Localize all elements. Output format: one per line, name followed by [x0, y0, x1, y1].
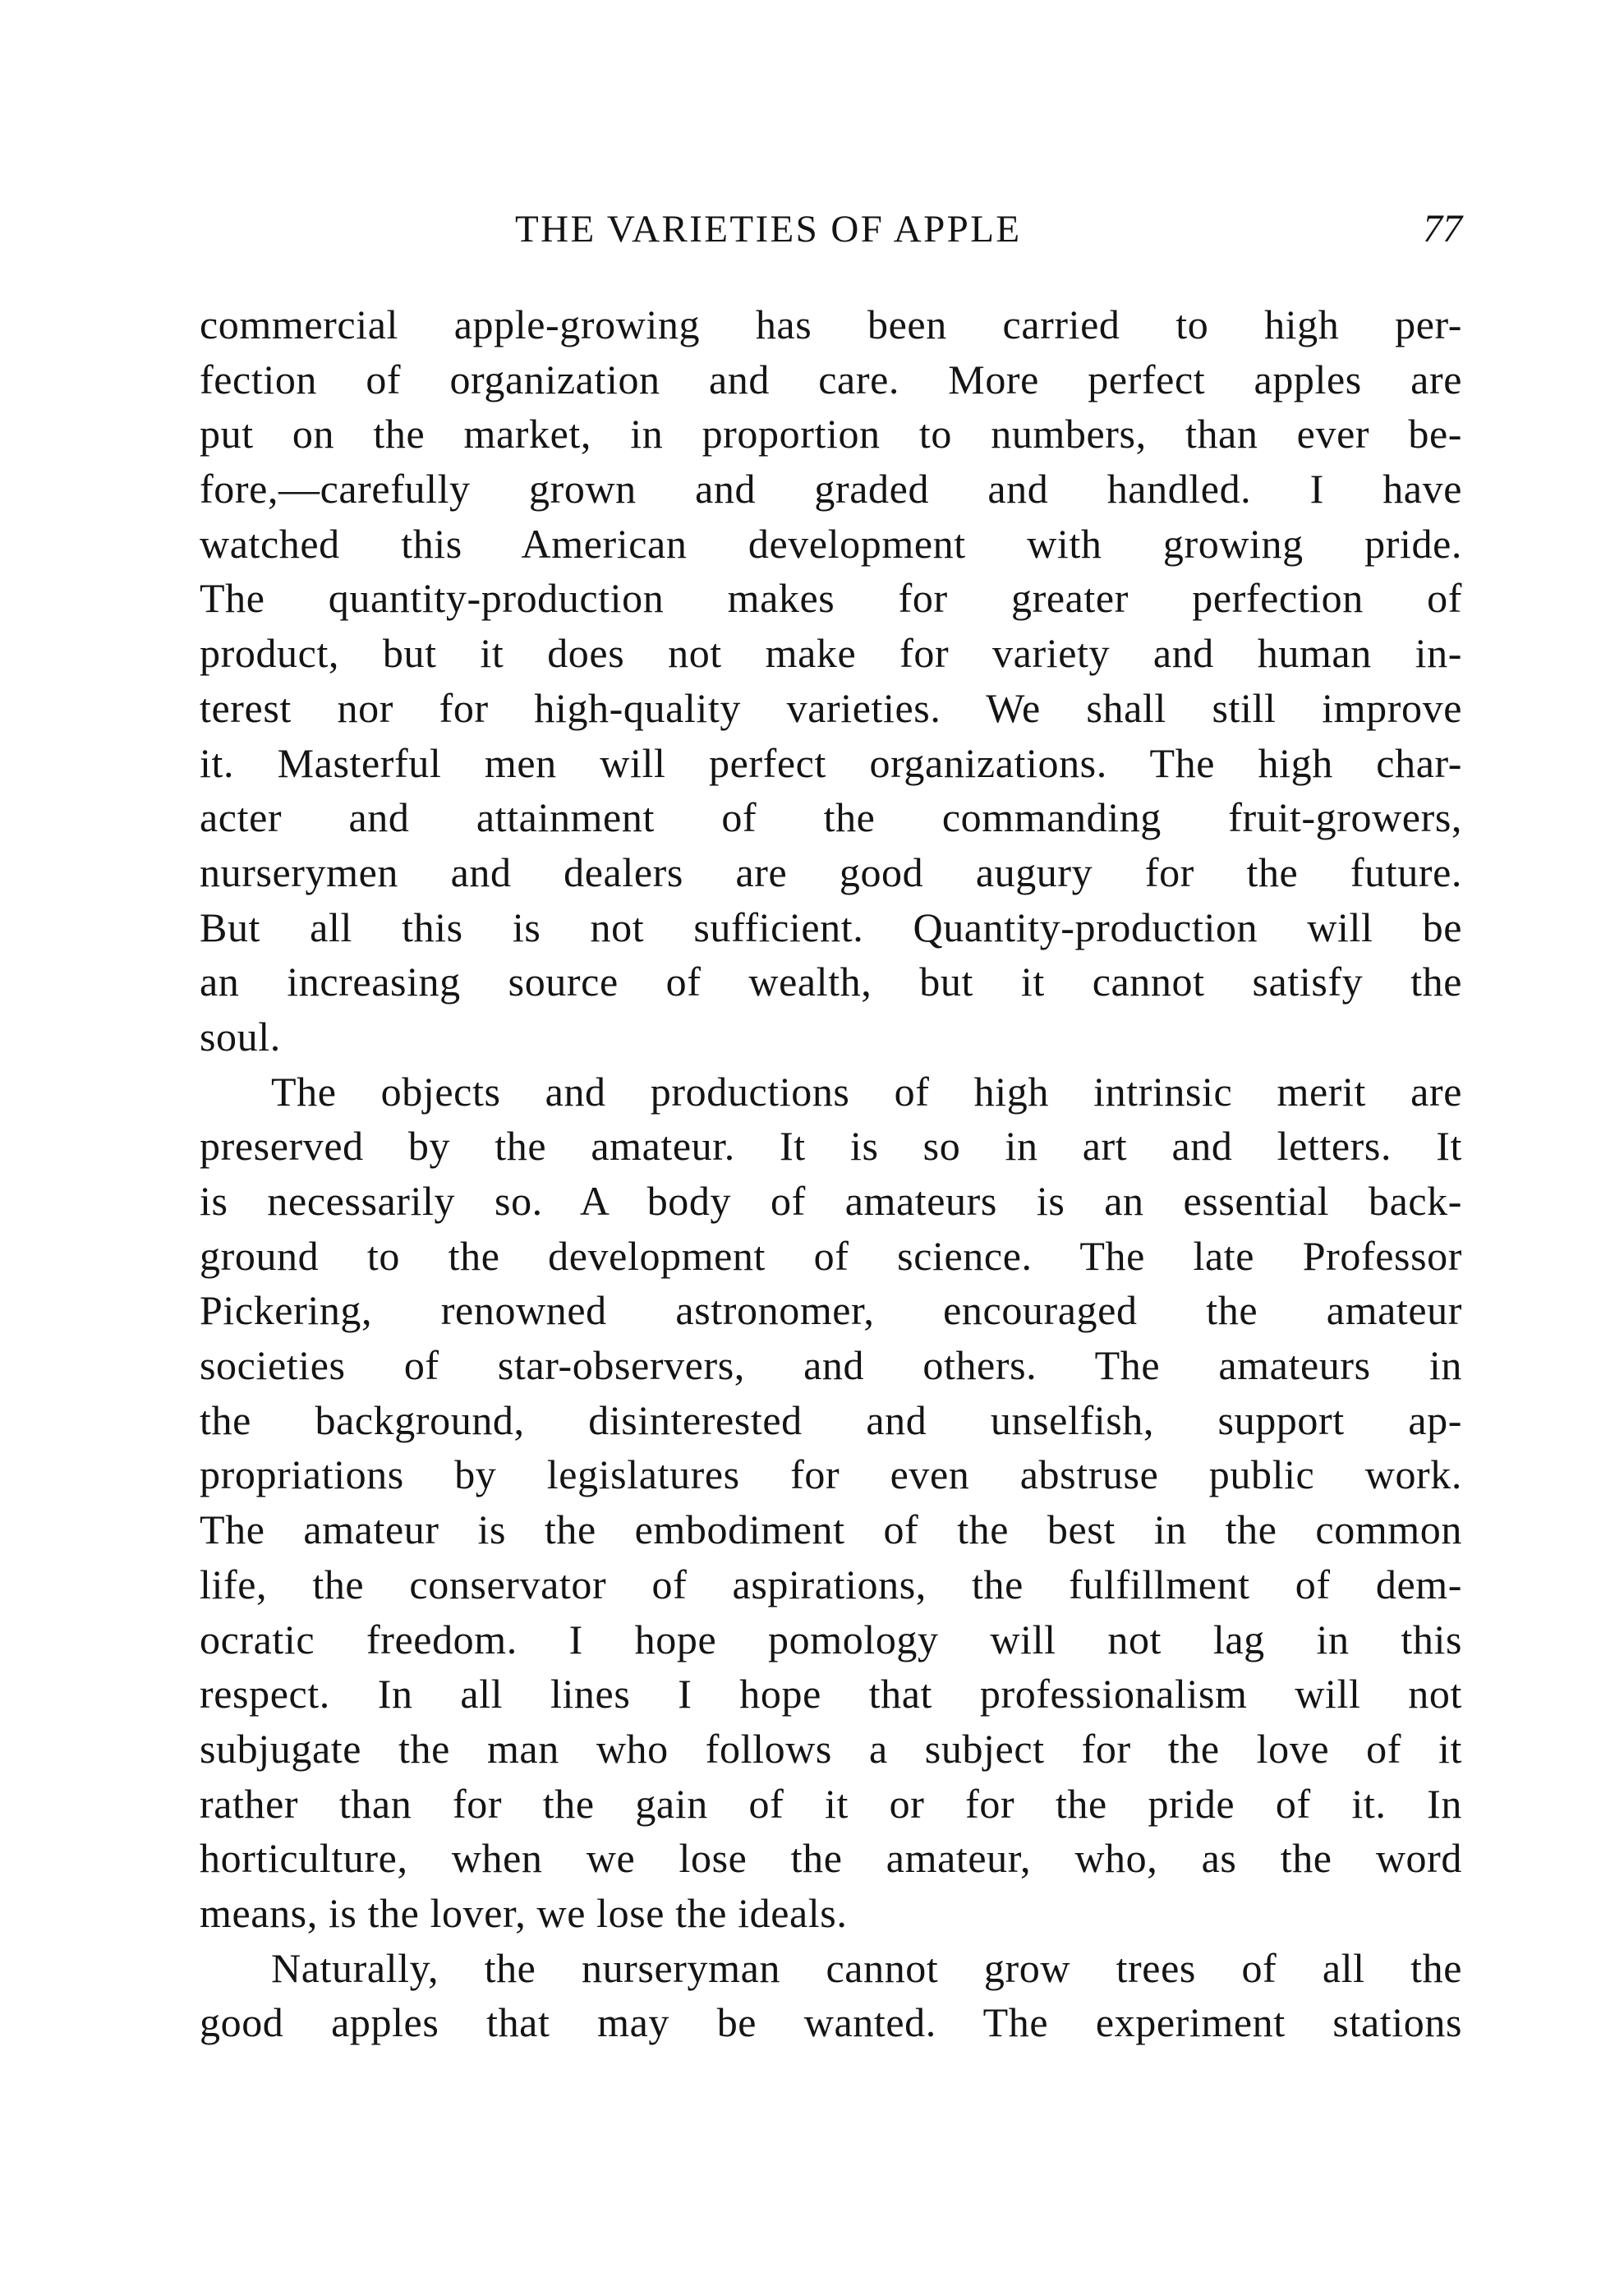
- paragraph-2: [200, 1065, 1462, 1941]
- text-line: is necessarily so. A body of amateurs is an essential back-: [200, 1178, 1462, 1224]
- text-line: The objects and productions of high intrinsic merit are: [271, 1068, 1462, 1115]
- text-line: The quantity-production makes for greater perfection of: [200, 575, 1462, 622]
- text-line: means, is the lover, we lose the ideals.: [200, 1889, 848, 1936]
- text-line: nurserymen and dealers are good augury for the future.: [200, 848, 1462, 895]
- text-line: The amateur is the embodiment of the best in the common: [200, 1506, 1462, 1553]
- running-head: [200, 209, 1462, 250]
- text-line: acter and attainment of the commanding fruit-growers,: [200, 794, 1462, 841]
- text-line: preserved by the amateur. It is so in art and letters. It: [200, 1123, 1462, 1170]
- running-head-title: THE VARIETIES OF APPLE: [515, 208, 1022, 251]
- text-line: Pickering, renowned astronomer, encouraged the amateur: [200, 1287, 1462, 1334]
- page-number: 77: [1423, 207, 1462, 251]
- text-line: the background, disinterested and unselfish, support ap-: [200, 1396, 1462, 1443]
- text-line: it. Masterful men will perfect organizations. The high char-: [200, 739, 1462, 786]
- text-line: ground to the development of science. The late Professor: [200, 1232, 1462, 1279]
- text-line: Naturally, the nurseryman cannot grow trees of all the: [271, 1944, 1462, 1991]
- text-line: commercial apple-growing has been carried to high per-: [200, 301, 1462, 347]
- paragraph-3: [200, 1941, 1462, 2050]
- text-line: fection of organization and care. More perfect apples are: [200, 356, 1462, 402]
- text-line: societies of star-observers, and others. The amateurs in: [200, 1342, 1462, 1389]
- text-line: life, the conservator of aspirations, the fulfillment of dem-: [200, 1561, 1462, 1607]
- text-line: fore,—carefully grown and graded and handled. I have: [200, 466, 1462, 513]
- text-line: ocratic freedom. I hope pomology will not lag in this: [200, 1616, 1462, 1662]
- text-line: put on the market, in proportion to numbers, than ever be-: [200, 411, 1462, 458]
- text-line: terest nor for high-quality varieties. We shall still improve: [200, 684, 1462, 731]
- text-line: soul.: [200, 1013, 281, 1060]
- text-line: product, but it does not make for variety and human in-: [200, 630, 1462, 677]
- text-line: horticulture, when we lose the amateur, who, as the word: [200, 1835, 1462, 1882]
- text-line: subjugate the man who follows a subject for the love of it: [200, 1725, 1462, 1772]
- text-line: propriations by legislatures for even abstruse public work.: [200, 1451, 1462, 1498]
- text-line: rather than for the gain of it or for the pride of it. In: [200, 1780, 1462, 1827]
- text-line: But all this is not sufficient. Quantity-production will be: [200, 904, 1462, 950]
- text-line: respect. In all lines I hope that professionalism will not: [200, 1671, 1462, 1718]
- text-line: watched this American development with growing pride.: [200, 520, 1462, 567]
- body-text: [200, 297, 1462, 2050]
- text-line: good apples that may be wanted. The experiment stations: [200, 1999, 1462, 2046]
- text-line: an increasing source of wealth, but it cannot satisfy the: [200, 959, 1462, 1005]
- paragraph-1: [200, 297, 1462, 1065]
